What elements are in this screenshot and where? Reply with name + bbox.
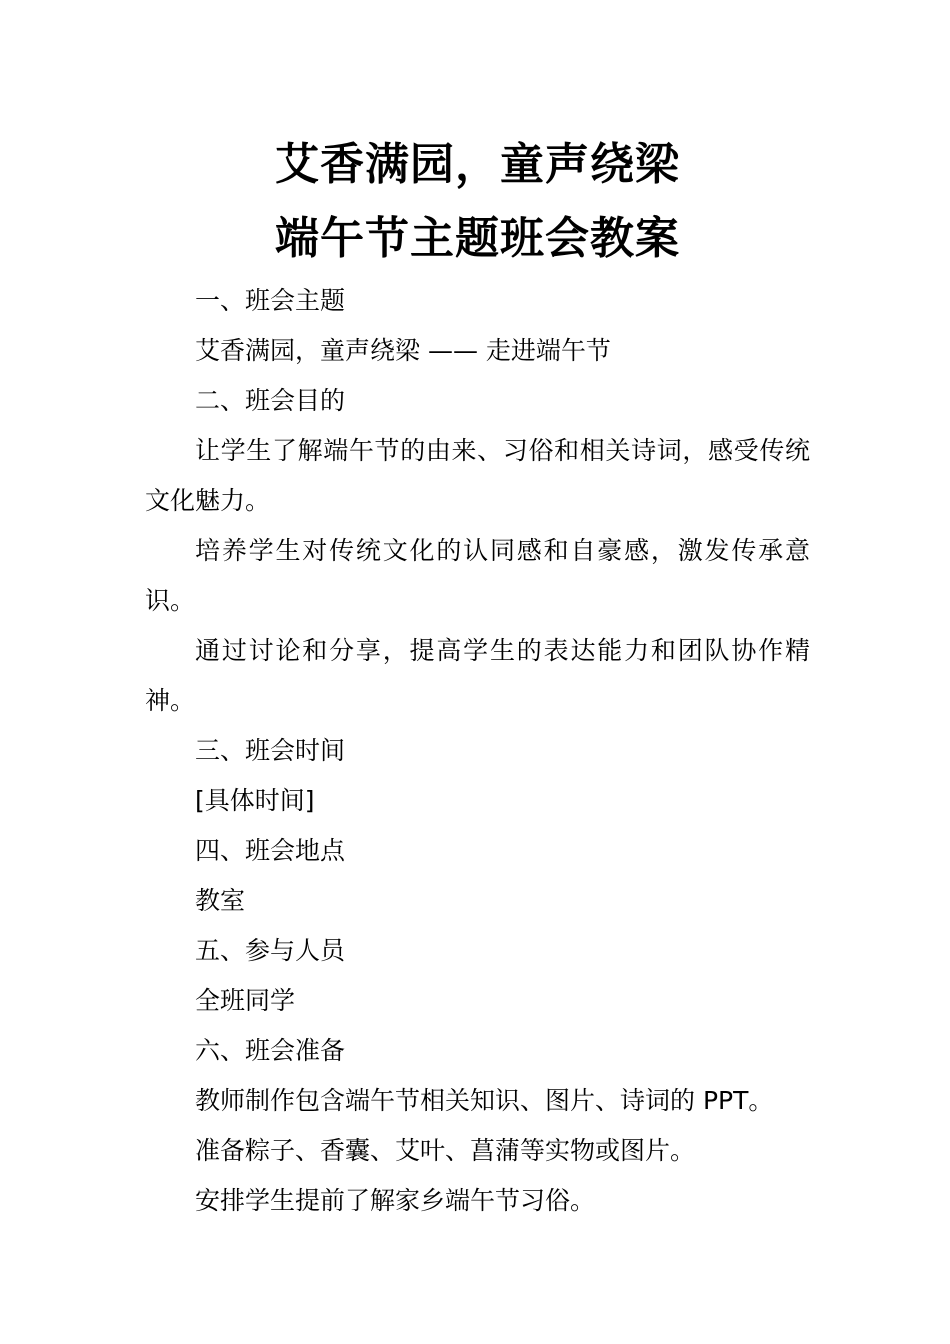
document-title	[145, 128, 810, 276]
title-line: 端午节主题班会教案	[275, 213, 680, 264]
paragraph: 让学生了解端午节的由来、习俗和相关诗词，感受传统文化魅力。	[145, 436, 810, 515]
section-heading: 三、班会时间	[195, 736, 346, 765]
section-heading: 二、班会目的	[195, 386, 346, 415]
paragraph: 通过讨论和分享，提高学生的表达能力和团队协作精神。	[145, 636, 810, 715]
paragraph: 教师制作包含端午节相关知识、图片、诗词的 PPT。	[195, 1086, 774, 1115]
paragraph: 教室	[195, 886, 246, 915]
paragraph: 培养学生对传统文化的认同感和自豪感，激发传承意识。	[145, 536, 810, 615]
paragraph: 准备粽子、香囊、艾叶、菖蒲等实物或图片。	[195, 1136, 696, 1165]
paragraph: 艾香满园，童声绕梁 —— 走进端午节	[195, 336, 611, 365]
section-heading: 四、班会地点	[195, 836, 346, 865]
paragraph: 全班同学	[195, 986, 296, 1015]
section-heading: 一、班会主题	[195, 286, 346, 315]
section-heading: 五、参与人员	[195, 936, 346, 965]
title-line: 艾香满园，童声绕梁	[275, 139, 680, 190]
paragraph: [具体时间]	[195, 786, 315, 815]
document-body	[145, 276, 810, 1226]
section-heading: 六、班会准备	[195, 1036, 346, 1065]
paragraph: 安排学生提前了解家乡端午节习俗。	[195, 1186, 596, 1215]
